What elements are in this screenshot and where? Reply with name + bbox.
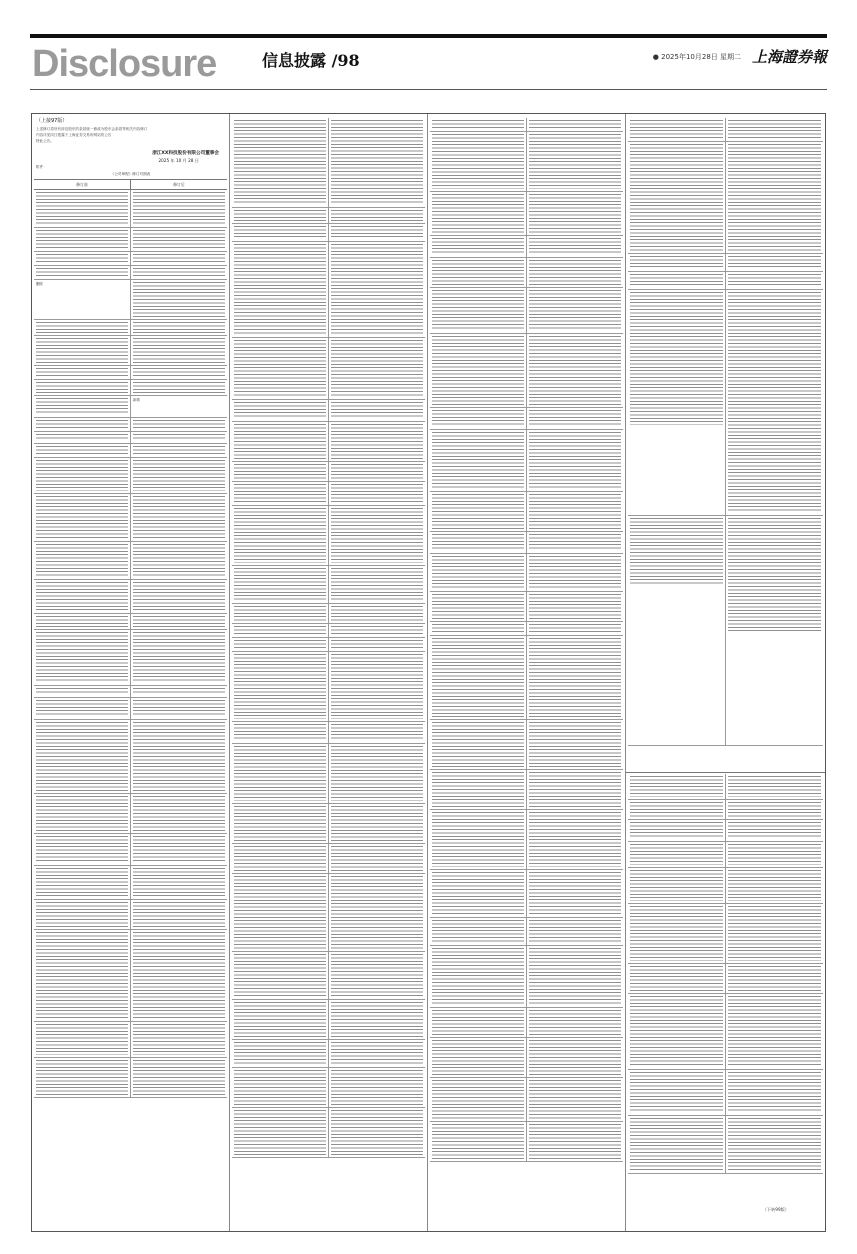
table-row — [34, 1058, 227, 1098]
column-4-top — [626, 114, 825, 773]
table-row — [232, 224, 425, 242]
table-row — [34, 542, 227, 580]
table-row — [430, 554, 623, 592]
table-row — [34, 834, 227, 866]
table-row — [430, 770, 623, 810]
table-row — [34, 794, 227, 834]
column-4 — [626, 114, 825, 1231]
clock-icon: ● — [652, 53, 659, 61]
table-row — [430, 1078, 623, 1122]
table-row — [628, 820, 823, 842]
table-row — [628, 254, 823, 272]
table-row — [430, 1122, 623, 1162]
intro-line-1: 上述修订将所有涉及股东的条款统一修改为股东会条款等相关内容修订 — [36, 127, 148, 131]
table-row — [628, 1070, 823, 1116]
header-after: 修订后 — [173, 182, 185, 187]
table-row — [34, 444, 227, 458]
column-1 — [32, 114, 229, 1231]
table-row — [34, 380, 227, 396]
paper-logo: 上海證券報 — [751, 48, 827, 66]
table-row — [232, 844, 425, 874]
table-row — [430, 118, 623, 132]
column-4-bottom — [626, 772, 825, 1231]
table-row — [34, 900, 227, 930]
table-row — [34, 336, 227, 366]
table-row — [430, 810, 623, 870]
table-rows-col2 — [232, 118, 425, 1158]
table-row — [34, 930, 227, 1022]
table-row — [430, 334, 623, 408]
table-row — [628, 272, 823, 290]
table-row — [34, 266, 227, 280]
top-rule — [30, 34, 827, 38]
table-row — [232, 1040, 425, 1068]
intro-line-2: 内容详见同日披露于上海证券交易所网站的公告 — [36, 133, 112, 137]
table-row — [628, 868, 823, 904]
table-row — [232, 482, 425, 506]
table-row — [628, 290, 823, 516]
table-row — [430, 1038, 623, 1078]
table-row — [34, 614, 227, 630]
table-rows-col4b — [628, 774, 823, 1174]
table-row — [430, 592, 623, 622]
masthead-rule — [30, 89, 827, 90]
table-row — [232, 638, 425, 652]
table-row — [232, 422, 425, 462]
new-marker: 新增 — [133, 398, 140, 402]
table-rows-col4a — [628, 118, 823, 746]
table-row — [34, 580, 227, 614]
table-row — [430, 408, 623, 430]
page-frame — [31, 113, 826, 1232]
table-row — [628, 516, 823, 746]
table-row — [34, 432, 227, 444]
continued-to-label: （下转99版） — [762, 1207, 789, 1212]
table-row — [430, 192, 623, 236]
table-row — [232, 744, 425, 804]
table-row — [232, 242, 425, 338]
table-row — [628, 774, 823, 800]
table-row — [232, 338, 425, 400]
table-row — [232, 462, 425, 482]
table-row — [34, 252, 227, 266]
date-text: 2025年10月28日 星期二 — [661, 53, 741, 61]
table-row — [628, 118, 823, 142]
table-row — [232, 624, 425, 638]
date-line — [653, 52, 741, 62]
table-row — [34, 366, 227, 380]
table-row — [628, 1116, 823, 1174]
table-row — [232, 1108, 425, 1158]
table-row — [430, 492, 623, 532]
intro-line-3: 特此公告。 — [36, 139, 54, 143]
table-row — [34, 686, 227, 698]
table-rows-col1 — [34, 190, 227, 1098]
table-row — [628, 994, 823, 1070]
column-3 — [428, 114, 625, 1231]
table-row — [628, 964, 823, 994]
table-row — [430, 532, 623, 554]
table-row — [430, 622, 623, 636]
section-title: 信息披露 /98 — [262, 51, 360, 70]
table-header — [34, 179, 227, 190]
table-row — [628, 800, 823, 820]
table-row — [430, 946, 623, 1008]
table-row — [232, 804, 425, 844]
table-row — [232, 1000, 425, 1040]
table-row — [232, 722, 425, 744]
masthead — [30, 40, 827, 86]
table-row — [34, 280, 227, 320]
column-2 — [230, 114, 427, 1231]
table-row — [34, 866, 227, 900]
table-row — [232, 652, 425, 722]
table-row — [34, 494, 227, 542]
table-row — [34, 190, 227, 228]
table-row — [430, 720, 623, 770]
table-row — [628, 904, 823, 964]
table-row — [34, 698, 227, 720]
table-row — [232, 952, 425, 1000]
table-row — [430, 236, 623, 258]
table-row — [34, 630, 227, 686]
header-before: 修订前 — [34, 180, 131, 189]
table-row — [232, 118, 425, 208]
table-row — [34, 320, 227, 336]
table-row — [430, 430, 623, 492]
delete-marker: 删除 — [34, 280, 131, 319]
table-row — [232, 1068, 425, 1108]
table-row — [34, 396, 227, 418]
board-signoff: 浙江XX科技股份有限公司董事会 — [152, 151, 219, 156]
table-row — [232, 874, 425, 952]
table-row — [430, 288, 623, 334]
table-row — [34, 228, 227, 252]
table-rows-col3 — [430, 118, 623, 1162]
table-row — [232, 604, 425, 624]
table-row — [430, 918, 623, 946]
attachment-label: 附件： — [36, 165, 47, 169]
table-row — [34, 1022, 227, 1058]
table-row — [430, 636, 623, 720]
table-row — [232, 506, 425, 566]
table-caption: 《公司章程》修订对照表 — [110, 172, 151, 176]
continued-from-label: （上接97版） — [36, 118, 68, 124]
table-row — [430, 258, 623, 288]
table-row — [232, 566, 425, 604]
table-row — [34, 720, 227, 794]
table-row — [628, 842, 823, 868]
table-row — [430, 1008, 623, 1038]
brand-logo: Disclosure — [32, 43, 217, 85]
table-row — [430, 132, 623, 192]
table-row — [232, 208, 425, 224]
sign-date: 2025 年 10 月 28 日 — [158, 158, 199, 163]
table-row — [34, 458, 227, 494]
table-row — [34, 418, 227, 432]
table-row — [232, 400, 425, 422]
table-row — [430, 870, 623, 918]
table-row — [628, 142, 823, 254]
